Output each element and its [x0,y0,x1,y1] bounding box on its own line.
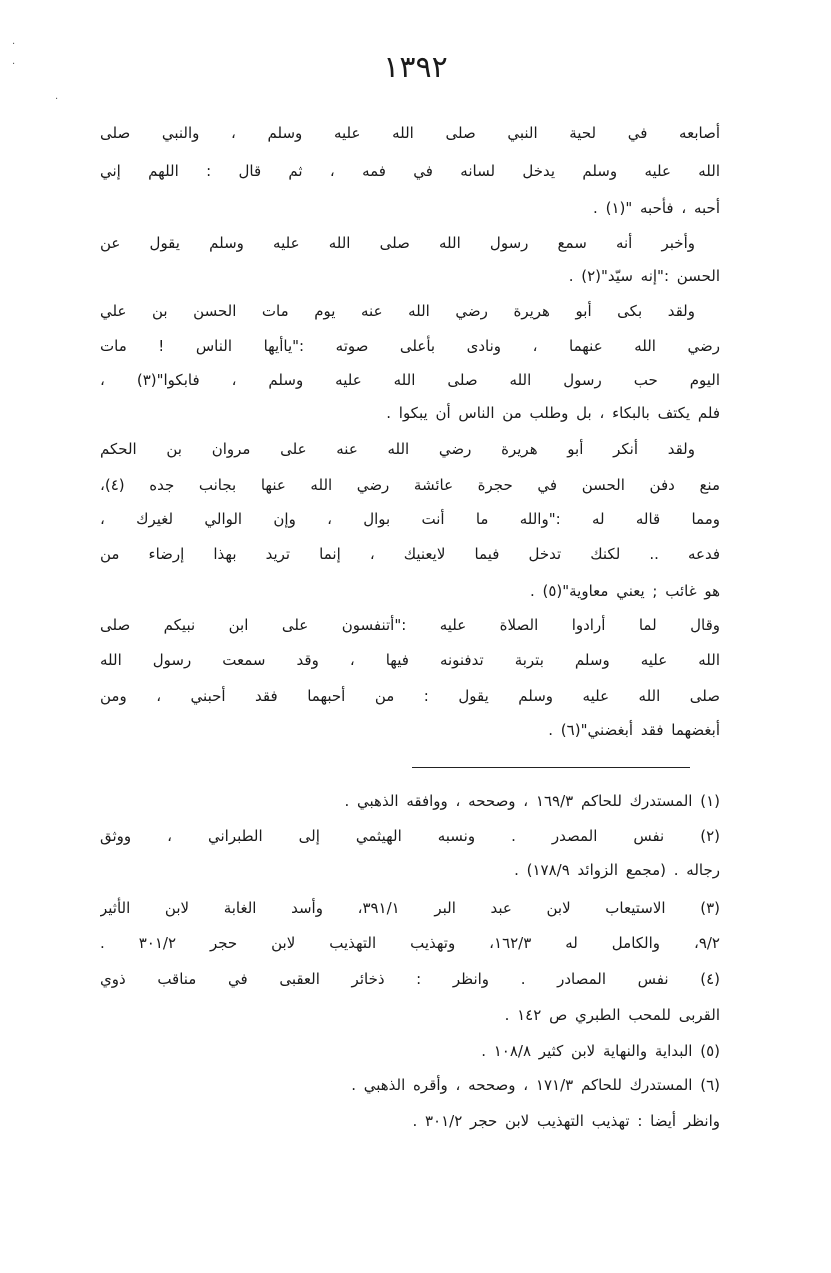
footnote-line: رجاله . (مجمع الزوائد ١٧٨/٩) . [514,861,720,879]
footnote-separator [412,767,690,768]
footnote-line: (٢) نفس المصدر . ونسبه الهيثمي إلى الطبراني ، ووثق [100,827,720,845]
page-number: ١٣٩٢ [383,50,448,85]
body-line: ولقد أنكر أبو هريرة رضي الله عنه على مروان بن الحكم [100,440,695,458]
footnote-line: (٦) المستدرك للحاكم ١٧١/٣ ، وصححه ، وأقره الذهبي . [351,1076,720,1094]
body-line: ومما قاله له :"والله ما أنت بوال ، وإن الوالي لغيرك ، [100,510,720,528]
footnote-line: ٩/٢، والكامل له ١٦٢/٣، وتهذيب التهذيب لابن حجر ٣٠١/٢ . [100,934,720,952]
body-line: رضي الله عنهما ، ونادى بأعلى صوته :"ياأيها الناس ! مات [100,337,720,355]
body-line: أبغضهما فقد أبغضني"(٦) . [548,721,720,739]
body-line: هو غائب ; يعني معاوية"(٥) . [529,582,720,600]
body-line: منع دفن الحسن في حجرة عائشة رضي الله عنها بجانب جده (٤)، [100,476,720,494]
body-line: فدعه .. لكنك تدخل فيما لايعنيك ، إنما تريد بهذا إرضاء من [100,545,720,563]
body-line: وأخبر أنه سمع رسول الله صلى الله عليه وسلم يقول عن [100,234,695,252]
body-line: وقال لما أرادوا الصلاة عليه :"أتنفسون على ابن نبيكم صلى [100,616,720,634]
footnote-line: (٥) البداية والنهاية لابن كثير ١٠٨/٨ . [481,1042,720,1060]
body-line: الحسن :"إنه سيّد"(٢) . [568,267,720,285]
footnote-line: (٤) نفس المصادر . وانظر : ذخائر العقبى في مناقب ذوي [100,970,720,988]
margin-mark: · [12,59,16,70]
body-line: اليوم حب رسول الله صلى الله عليه وسلم ، فابكوا"(٣) ، [100,371,720,389]
footnote-line: وانظر أيضا : تهذيب التهذيب لابن حجر ٣٠١/٢ . [412,1112,720,1130]
margin-mark: · [12,39,16,50]
body-line: صلى الله عليه وسلم يقول : من أحبهما فقد أحبني ، ومن [100,687,720,705]
body-line: الله عليه وسلم يدخل لسانه في فمه ، ثم قال : اللهم إني [100,162,720,180]
footnote-line: (٣) الاستيعاب لابن عبد البر ٣٩١/١، وأسد الغابة لابن الأثير [100,899,720,917]
body-line: الله عليه وسلم بتربة تدفنونه فيها ، وقد سمعت رسول الله [100,651,720,669]
body-line: أصابعه في لحية النبي صلى الله عليه وسلم ، والنبي صلى [100,124,720,142]
body-line: فلم يكتف بالبكاء ، بل وطلب من الناس أن يبكوا . [386,404,720,422]
margin-mark: · [55,94,59,105]
body-line: ولقد بكى أبو هريرة رضي الله عنه يوم مات الحسن بن علي [100,302,695,320]
footnote-line: القربى للمحب الطبري ص ١٤٢ . [504,1006,720,1024]
body-line: أحبه ، فأحبه "(١) . [593,199,720,217]
footnote-line: (١) المستدرك للحاكم ١٦٩/٣ ، وصححه ، ووافقه الذهبي . [344,792,720,810]
